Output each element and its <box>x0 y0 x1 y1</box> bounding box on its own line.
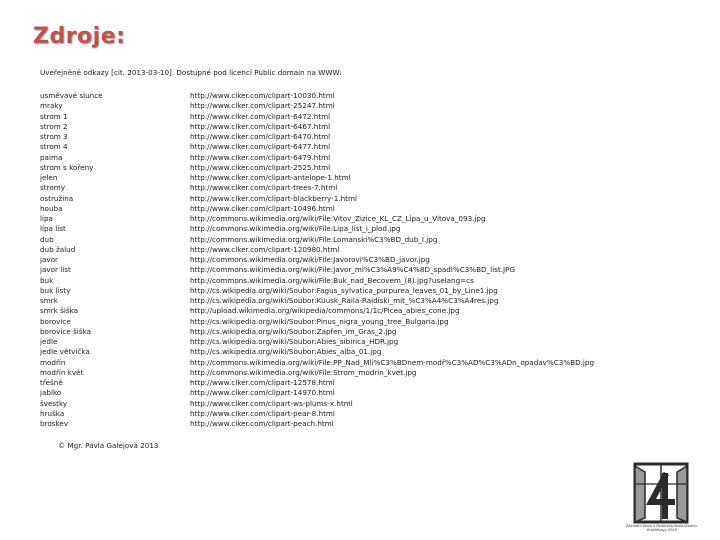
source-url: http://upload.wikimedia.org/wikipedia/commons/1/1c/Picea_abies_cone.jpg <box>190 306 460 316</box>
source-url: http://commons.wikimedia.org/wiki/File:Vitov_Zizice_KL_CZ_Lipa_u_Vitova_093.jpg <box>190 214 486 223</box>
source-names-list <box>40 91 180 429</box>
school-logo-icon <box>632 462 690 524</box>
source-url: http://commons.wikimedia.org/wiki/File:Strom_modrin_kvet.jpg <box>190 367 417 377</box>
source-url: http://www.clker.com/clipart-antelope-1.html <box>190 173 351 182</box>
source-name: javor list <box>40 265 71 275</box>
source-url: http://www.clker.com/clipart-6472.html <box>190 111 331 121</box>
source-url: http://cs.wikipedia.org/wiki/Soubor:Fagus_sylvatica_purpurea_leaves_01_by_Line1.jpg <box>190 285 498 295</box>
source-url: http://www.clker.com/clipart-trees-7.html <box>190 183 338 193</box>
source-url: http://commons.wikimedia.org/wiki/File:Javorovi%C3%BD_javor.jpg <box>190 255 430 264</box>
source-url: http://commons.wikimedia.org/wiki/File:Javor_ml%C3%A9%C4%8D_spadl%C3%BD_list.JPG <box>190 265 516 275</box>
source-url: http://commons.wikimedia.org/wiki/File:Buk_nad_Becovem_(8).jpg?uselang=cs <box>190 275 474 285</box>
source-url: http://www.clker.com/clipart-10496.html <box>190 203 335 213</box>
source-name: hruška <box>40 408 65 418</box>
source-name: jedle <box>40 337 58 346</box>
source-name: smrk <box>40 296 58 305</box>
source-url: http://www.clker.com/clipart-6477.html <box>190 142 331 152</box>
source-name: modřín květ <box>40 367 84 377</box>
source-url: http://www.clker.com/clipart-14970.html <box>190 388 335 398</box>
source-url: http://www.clker.com/clipart-6467.html <box>190 121 331 131</box>
source-url: http://www.clker.com/clipart-peach.html <box>190 419 334 428</box>
source-url: http://www.clker.com/clipart-6479.html <box>190 152 331 162</box>
source-name: ostružina <box>40 193 74 203</box>
page-title: Zdroje: <box>33 24 126 49</box>
source-name: švestky <box>40 398 68 408</box>
school-logo-caption: Základní škola a Mateřská škola Kladno-Kročehlavy 2010 <box>625 524 699 533</box>
source-name: strom s kořeny <box>40 162 94 172</box>
source-name: usměvavé slunce <box>40 91 103 100</box>
source-name: lípa list <box>40 224 66 234</box>
copyright-footer: © Mgr. Pavla Galejová 2013 <box>58 441 159 450</box>
source-url: http://commons.wikimedia.org/wiki/File:Lomanski%C3%BD_dub_I.jpg <box>190 234 438 244</box>
source-url: http://www.clker.com/clipart-2525.html <box>190 162 331 172</box>
source-name: borovice šiška <box>40 326 91 336</box>
source-name: buk <box>40 275 54 285</box>
source-name: mraky <box>40 101 63 111</box>
source-name: dub <box>40 234 54 244</box>
source-name: smrk šiška <box>40 306 79 316</box>
source-name: jelen <box>40 173 58 182</box>
source-name: palma <box>40 152 63 162</box>
source-url: http://cs.wikipedia.org/wiki/Soubor:Pinus_nigra_young_tree_Bulgaria.jpg <box>190 316 449 326</box>
source-url: http://cs.wikipedia.org/wiki/Soubor:Kuusk_Raila-Raidiski_mit_%C3%A4%C3%A4res.jpg <box>190 296 499 305</box>
source-name: stromy <box>40 183 66 193</box>
source-url: http://www.clker.com/clipart-12578.html <box>190 378 335 387</box>
source-url: http://www.clker.com/clipart-ws-plums-x.html <box>190 398 353 408</box>
source-url: http://cs.wikipedia.org/wiki/Soubor:Abies_sibirica_HDR.jpg <box>190 337 399 346</box>
source-name: strom 2 <box>40 121 68 131</box>
source-name: lípa <box>40 214 53 223</box>
source-name: třešně <box>40 378 63 387</box>
source-name: buk listy <box>40 285 71 295</box>
source-name: borovice <box>40 316 71 326</box>
source-name: javor <box>40 255 59 264</box>
source-url: http://www.clker.com/clipart-25247.html <box>190 101 335 111</box>
source-name: dub žalud <box>40 244 76 254</box>
source-url: http://cs.wikipedia.org/wiki/Soubor:Abies_alba_01.jpg <box>190 347 382 357</box>
source-url: http://www.clker.com/clipart-10030.html <box>190 91 335 100</box>
source-url: http://www.clker.com/clipart-pear-8.html <box>190 408 335 418</box>
source-url: http://commons.wikimedia.org/wiki/File:PP_Nad_Mli%C3%BDnem-modř%C3%AD%C3%ADn_opadav%C3%BD.jpg <box>190 357 595 367</box>
sources-intro: Uveřejněné odkazy [cit. 2013-03-10]. Dostupné pod licencí Public domain na WWW: <box>40 68 342 77</box>
source-urls-list <box>190 91 630 429</box>
source-name: jedle větvička <box>40 347 90 357</box>
source-name: strom 1 <box>40 111 68 121</box>
source-name: strom 3 <box>40 132 68 141</box>
source-url: http://www.clker.com/clipart-blackberry-1.html <box>190 193 357 203</box>
source-name: modřín <box>40 357 66 367</box>
source-name: houba <box>40 203 63 213</box>
source-url: http://cs.wikipedia.org/wiki/Soubor:Zapfen_im_Gras_2.jpg <box>190 326 397 336</box>
source-url: http://www.clker.com/clipart-6470.html <box>190 132 331 141</box>
source-name: jablko <box>40 388 62 398</box>
source-url: http://www.clker.com/clipart-120980.html <box>190 244 340 254</box>
source-name: strom 4 <box>40 142 68 152</box>
source-name: broskev <box>40 419 69 428</box>
source-url: http://commons.wikimedia.org/wiki/File:Lipa_list_i_plod.jpg <box>190 224 401 234</box>
